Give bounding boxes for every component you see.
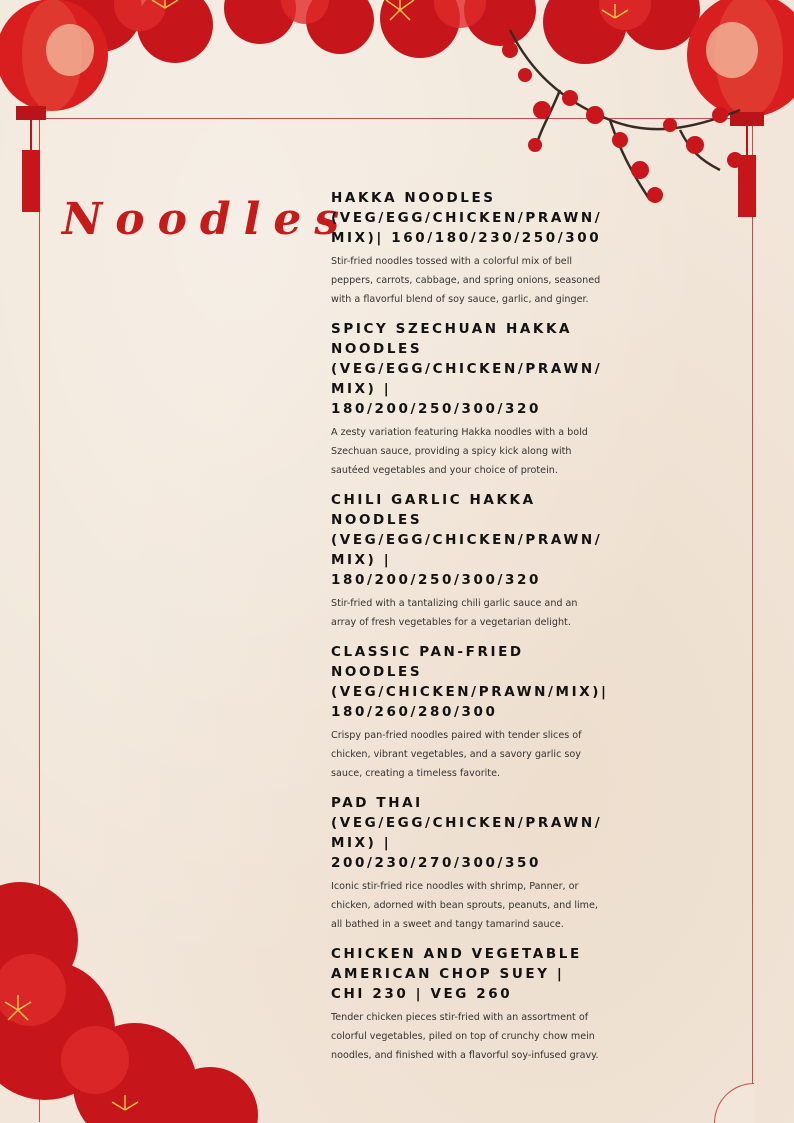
menu-item-name: CHILI GARLIC HAKKA NOODLES (VEG/EGG/CHICKEN/PRAWN/ MIX) | 180/200/250/300/320	[331, 492, 603, 588]
menu-item	[331, 490, 603, 632]
menu-item-list	[331, 188, 609, 1075]
menu-item-name: SPICY SZECHUAN HAKKA NOODLES (VEG/EGG/CHICKEN/PRAWN/ MIX) | 180/200/250/300/320	[331, 321, 603, 417]
menu-item-name: CLASSIC PAN-FRIED NOODLES (VEG/CHICKEN/PRAWN/MIX)| 180/260/280/300	[331, 644, 609, 720]
menu-item-name: HAKKA NOODLES (VEG/EGG/CHICKEN/PRAWN/ MIX)| 160/180/230/250/300	[331, 190, 603, 246]
menu-item	[331, 944, 603, 1065]
menu-item-description: A zesty variation featuring Hakka noodles with a bold Szechuan sauce, providing a spicy kick along with sautéed vegetables and your choice of protein.	[331, 427, 588, 476]
menu-item-description: Stir-fried noodles tossed with a colorful mix of bell peppers, carrots, cabbage, and spring onions, seasoned with a flavorful blend of soy sauce, garlic, and ginger.	[331, 256, 601, 305]
menu-item-name: PAD THAI (VEG/EGG/CHICKEN/PRAWN/ MIX) | 200/230/270/300/350	[331, 795, 603, 871]
page-title: Noodles	[62, 194, 353, 245]
menu-item-description: Stir-fried with a tantalizing chili garlic sauce and an array of fresh vegetables for a vegetarian delight.	[331, 598, 578, 628]
menu-item	[331, 188, 603, 309]
menu-item-name: CHICKEN AND VEGETABLE AMERICAN CHOP SUEY | CHI 230 | VEG 260	[331, 946, 582, 1002]
bottom-left-flower-decoration	[0, 880, 260, 1123]
menu-item	[331, 642, 609, 783]
menu-item-description: Iconic stir-fried rice noodles with shrimp, Panner, or chicken, adorned with bean sprouts, peanuts, and lime, all bathed in a sweet and tangy tamarind sauce.	[331, 881, 598, 930]
left-lantern-decoration	[0, 0, 120, 215]
menu-item-description: Tender chicken pieces stir-fried with an assortment of colorful vegetables, piled on top of crunchy chow mein noodles, and finished with a flavorful soy-infused gravy.	[331, 1012, 599, 1061]
menu-item-description: Crispy pan-fried noodles paired with tender slices of chicken, vibrant vegetables, and a savory garlic soy sauce, creating a timeless favorite.	[331, 730, 582, 779]
menu-item	[331, 319, 603, 480]
menu-item	[331, 793, 603, 934]
